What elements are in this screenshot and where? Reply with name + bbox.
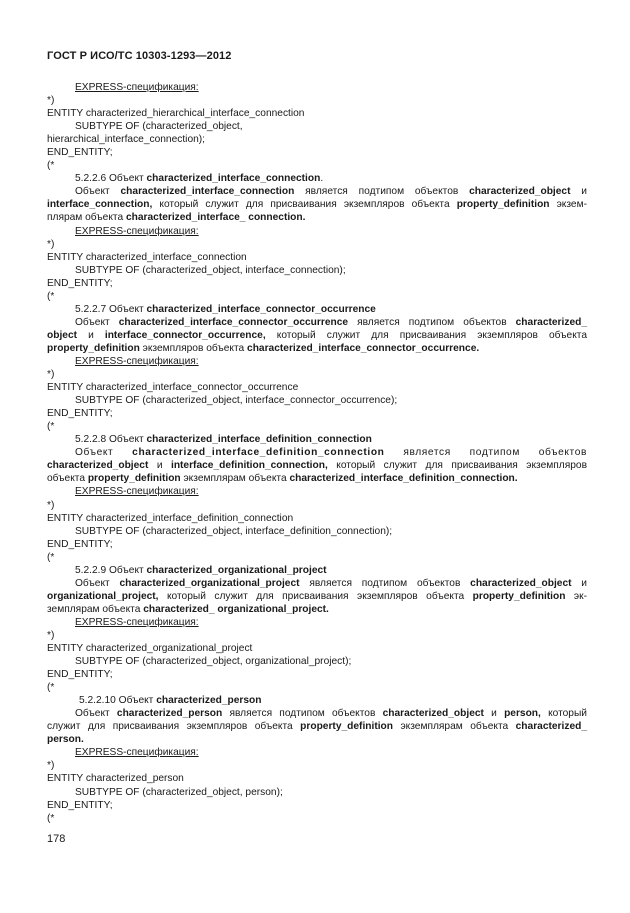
section-paragraph-line: объекта property_definition экземплярам объекта characterized_interface_definition_connection. <box>47 473 518 485</box>
section-heading: 5.2.2.8 Объект characterized_interface_definition_connection <box>75 434 372 446</box>
section-paragraph: Объект characterized_person является подтипом объектов characterized_object и person, который <box>75 708 587 720</box>
comment-close: *) <box>47 369 55 381</box>
section-paragraph-line: плярам объекта characterized_interface_ connection. <box>47 212 306 224</box>
entity-declaration: ENTITY characterized_interface_connection <box>47 251 247 263</box>
entity-declaration: ENTITY characterized_person <box>47 773 184 785</box>
end-entity: END_ENTITY; <box>47 799 113 811</box>
express-spec-label: EXPRESS-спецификация: <box>75 747 199 759</box>
comment-open: (* <box>47 682 55 694</box>
section-paragraph-line: object и interface_connector_occurrence, который служит для присваивания экземпляров объекта <box>47 329 587 341</box>
section-paragraph-line: person. <box>47 734 84 746</box>
section-heading: 5.2.2.10 Объект characterized_person <box>79 695 262 707</box>
comment-close: *) <box>47 238 55 250</box>
section-paragraph: Объект characterized_interface_connection является подтипом объектов characterized_object и <box>75 186 587 198</box>
section-paragraph: Объект characterized_interface_connector_occurrence является подтипом объектов characterized_ <box>75 316 587 328</box>
subtype-declaration: SUBTYPE OF (characterized_object, interface_connector_occurrence); <box>75 395 398 407</box>
document-header: ГОСТ Р ИСО/ТС 10303-1293—2012 <box>47 50 232 62</box>
section-heading: 5.2.2.6 Объект characterized_interface_connection. <box>75 173 324 185</box>
express-spec-label: EXPRESS-спецификация: <box>75 82 199 93</box>
comment-open: (* <box>47 812 55 824</box>
entity-declaration: ENTITY characterized_hierarchical_interface_connection <box>47 108 305 120</box>
comment-close: *) <box>47 499 55 511</box>
section-paragraph-line: property_definition экземпляров объекта characterized_interface_connector_occurrence. <box>47 342 480 354</box>
comment-close: *) <box>47 760 55 772</box>
section-paragraph-line: служит для присваивания экземпляров объекта property_definition экземплярам объекта characterized_ <box>47 721 587 733</box>
end-entity: END_ENTITY; <box>47 147 113 159</box>
express-spec-label: EXPRESS-спецификация: <box>75 486 199 498</box>
comment-close: *) <box>47 629 55 641</box>
section-paragraph-line: organizational_project, который служит для присваивания экземпляров объекта property_definition эк- <box>47 590 587 602</box>
end-entity: END_ENTITY; <box>47 277 113 289</box>
subtype-declaration-cont: hierarchical_interface_connection); <box>47 134 205 146</box>
end-entity: END_ENTITY; <box>47 538 113 550</box>
section-heading: 5.2.2.9 Объект characterized_organizational_project <box>75 564 327 576</box>
page-number: 178 <box>47 833 66 845</box>
section-heading: 5.2.2.7 Объект characterized_interface_connector_occurrence <box>75 303 376 315</box>
section-paragraph: Объект characterized_organizational_project является подтипом объектов characterized_object и <box>75 577 587 589</box>
comment-open: (* <box>47 160 55 172</box>
section-paragraph-line: characterized_object и interface_definition_connection, который служит для присваивания экземпляров <box>47 460 587 472</box>
express-spec-label: EXPRESS-спецификация: <box>75 225 199 237</box>
entity-declaration: ENTITY characterized_interface_definition_connection <box>47 512 294 524</box>
entity-declaration: ENTITY characterized_organizational_project <box>47 643 253 655</box>
express-spec-label: EXPRESS-спецификация: <box>75 355 199 367</box>
section-paragraph-line: interface_connection, который служит для присваивания экземпляров объекта property_definition экзем- <box>47 199 587 211</box>
subtype-declaration: SUBTYPE OF (characterized_object, organizational_project); <box>75 656 352 668</box>
subtype-declaration: SUBTYPE OF (characterized_object, person); <box>75 786 283 798</box>
comment-open: (* <box>47 421 55 433</box>
end-entity: END_ENTITY; <box>47 669 113 681</box>
express-spec-label: EXPRESS-спецификация: <box>75 616 199 628</box>
end-entity: END_ENTITY; <box>47 408 113 420</box>
comment-open: (* <box>47 551 55 563</box>
section-paragraph-line: земплярам объекта characterized_ organizational_project. <box>47 603 329 615</box>
comment-close: *) <box>47 95 55 107</box>
entity-declaration: ENTITY characterized_interface_connector_occurrence <box>47 382 299 394</box>
subtype-declaration: SUBTYPE OF (characterized_object, <box>75 121 243 133</box>
subtype-declaration: SUBTYPE OF (characterized_object, interface_connection); <box>75 264 346 276</box>
comment-open: (* <box>47 290 55 302</box>
page-content <box>47 81 587 825</box>
section-paragraph: Объект characterized_interface_definition_connection является подтипом объектов <box>75 447 587 459</box>
subtype-declaration: SUBTYPE OF (characterized_object, interface_definition_connection); <box>75 525 393 537</box>
